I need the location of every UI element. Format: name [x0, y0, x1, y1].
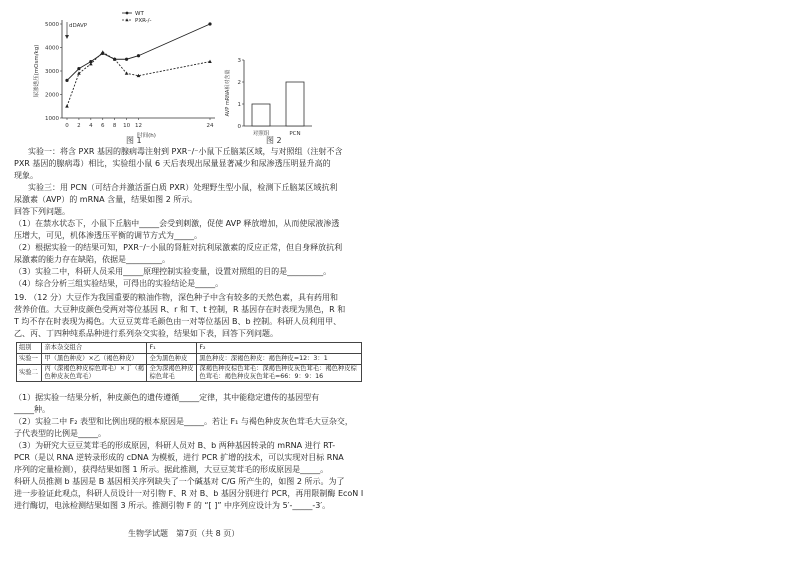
- paragraph-line: 回答下列问题。: [14, 207, 70, 216]
- paragraph-line: PXR 基因的腺病毒）相比，实验组小鼠 6 天后表现出尿量显著减少和尿渗透压明显升高的: [14, 159, 331, 168]
- table-header-row: [17, 343, 362, 354]
- table-cell: 甲（黑色种皮）×乙（褐色种皮）: [42, 354, 147, 365]
- x-tick-label: 4: [89, 123, 93, 129]
- bar-1: [286, 82, 304, 126]
- legend-label: PXR-/-: [135, 18, 152, 24]
- paragraph-line: T 均不存在时表现为褐色。大豆豆荚茸毛颜色由一对等位基因 B、b 控制。科研人员利用甲、: [14, 317, 342, 326]
- paragraph-line: 实验一：将含 PXR 基因的腺病毒注射到 PXR⁻/⁻小鼠下丘脑某区域，与对照组（注射不含: [28, 147, 343, 156]
- y-tick-label: 1000: [45, 116, 59, 122]
- legend-marker: [126, 12, 129, 15]
- question-line: 进一步验证此观点，科研人员设计一对引物 F、R 对 B、b 基因分别进行 PCR，再用限制酶 EcoN I: [14, 489, 364, 498]
- annotation-label: dDAVP: [69, 23, 88, 29]
- series-point-wt: [65, 79, 68, 82]
- question-line: （3）为研究大豆豆荚茸毛的形成原因，科研人员对 B、b 两种基因转录的 mRNA 进行 RT-: [14, 441, 336, 450]
- table-cell: 丙（深褐色种皮棕色茸毛）×丁（褐色种皮灰色茸毛）: [42, 365, 147, 382]
- series-point-pxr: [101, 50, 105, 53]
- table-cell: 黑色种皮：深褐色种皮：褐色种皮=12：3：1: [197, 354, 362, 365]
- question-line: 压增大，可见，机体渗透压平衡的调节方式为_____。: [14, 231, 202, 240]
- question-line: 序列的定量检测），获得结果如图 1 所示。据此推测，大豆豆荚茸毛的形成原因是_____。: [14, 465, 329, 474]
- series-line-0: [67, 24, 210, 80]
- question-line: （4）综合分析三组实验结果，可得出的实验结论是_____。: [14, 279, 224, 288]
- legend-label: WT: [135, 11, 144, 17]
- question-line: （3）实验二中，科研人员采用_____原理控制实验变量，设置对照组的目的是_________。: [14, 267, 332, 276]
- x-tick-label: PCN: [289, 131, 301, 137]
- table-header-cell: 组别: [17, 343, 42, 354]
- y-tick-label: 0: [237, 124, 241, 130]
- figure1-caption: 图 1: [126, 136, 142, 145]
- paragraph-line: 营养价值。大豆种皮颜色受两对等位基因 R、r 和 T、t 控制，R 基因存在时表现为黑色，R 和: [14, 305, 346, 314]
- x-tick-label: 8: [112, 123, 117, 129]
- series-point-pxr: [125, 71, 129, 74]
- question-line: （2）根据实验一的结果可知，PXR⁻/⁻小鼠的肾脏对抗利尿激素的反应正常，但自身释放抗利: [14, 243, 343, 252]
- question-line: _____种。: [14, 405, 50, 414]
- table-header-cell: F₂: [197, 343, 362, 354]
- table-cell: 实验二: [17, 365, 42, 382]
- y-axis-label: AVP mRNA相对含量: [225, 69, 231, 117]
- series-point-wt: [208, 22, 211, 25]
- x-tick-label: 对照组: [252, 131, 270, 137]
- series-point-wt: [125, 58, 128, 61]
- y-tick-label: 1: [237, 102, 241, 108]
- question-19-intro: 19. （12 分）大豆作为我国重要的粮油作物，深色种子中含有较多的天然色素，具有药用和: [14, 293, 338, 302]
- y-tick-label: 2000: [45, 92, 59, 99]
- y-tick-label: 5000: [45, 22, 59, 28]
- figure2-caption: 图 2: [266, 136, 282, 145]
- question-line: 科研人员推测 b 基因是 B 基因相关序列缺失了一个碱基对 C/G 所产生的，如图 2 所示。为了: [14, 477, 345, 486]
- x-tick-label: 24: [206, 123, 214, 129]
- series-point-wt: [137, 54, 140, 57]
- question-line: （1）在禁水状态下，小鼠下丘脑中_____会受到刺激，促使 AVP 释放增加，从而使尿液渗透: [14, 219, 340, 228]
- table-cell: 全为深褐色种皮棕色茸毛: [147, 365, 197, 382]
- bar-0: [252, 104, 270, 126]
- question-line: （1）据实验一结果分析，种皮颜色的遗传遵循_____定律，其中能稳定遗传的基因型有: [14, 393, 320, 402]
- table-header-cell: 亲本杂交组合: [42, 343, 147, 354]
- table-cell: 深褐色种皮棕色茸毛：深褐色种皮灰色茸毛：褐色种皮棕色茸毛：褐色种皮灰色茸毛=66：9：9：16: [197, 365, 362, 382]
- y-tick-label: 3000: [45, 69, 59, 75]
- y-tick-label: 3: [237, 58, 241, 64]
- table-cell: 全为黑色种皮: [147, 354, 197, 365]
- series-point-pxr: [65, 104, 69, 107]
- figure2-chart: [222, 52, 322, 142]
- paragraph-line: 现象。: [14, 171, 38, 180]
- question-line: （2）实验二中 F₂ 表型和比例出现的根本原因是_____。若让 F₁ 与褐色种皮灰色茸毛大豆杂交，: [14, 417, 353, 426]
- x-axis-label: 时间(h): [137, 133, 156, 138]
- question-line: 尿激素的能力存在缺陷，依据是_________。: [14, 255, 170, 264]
- x-tick-label: 0: [65, 123, 69, 129]
- question-line: 进行酶切，电泳检测结果如图 3 所示。推测引物 F 的 “[ ]” 中序列应设计为 5′-_____-3′。: [14, 501, 331, 510]
- series-point-wt: [77, 67, 80, 70]
- table-row: [17, 354, 362, 365]
- table-header-cell: F₁: [147, 343, 197, 354]
- page-footer: 生物学试题 第7页（共 8 页）: [128, 529, 240, 538]
- paragraph-line: 乙、丙、丁四种纯系品种进行系列杂交实验，结果如下表，回答下列问题。: [14, 329, 278, 338]
- y-tick-label: 4000: [45, 45, 59, 52]
- paragraph-line: 尿激素（AVP）的 mRNA 含量，结果如图 2 所示。: [14, 195, 198, 204]
- x-tick-label: 2: [77, 123, 81, 129]
- y-tick-label: 2: [237, 80, 241, 86]
- question-line: 子代表型的比例是_____。: [14, 429, 106, 438]
- annotation-arrowhead: [65, 35, 69, 39]
- table-cell: 实验一: [17, 354, 42, 365]
- y-axis-label: 尿渗透压(mOsm/kg): [34, 44, 40, 98]
- paragraph-line: 实验三：用 PCN（可结合并激活蛋白质 PXR）处理野生型小鼠，检测下丘脑某区域抗利: [28, 183, 338, 192]
- series-point-pxr: [208, 60, 212, 63]
- x-tick-label: 6: [101, 123, 105, 129]
- figure1-chart: [30, 8, 230, 138]
- x-tick-label: 12: [135, 123, 142, 129]
- table-row: [17, 365, 362, 382]
- series-line-1: [67, 52, 210, 106]
- cross-results-table: [16, 342, 362, 382]
- question-line: PCR（是以 RNA 逆转录形成的 cDNA 为模板，进行 PCR 扩增的技术，可以实现对目标 RNA: [14, 453, 344, 462]
- x-tick-label: 10: [123, 123, 131, 129]
